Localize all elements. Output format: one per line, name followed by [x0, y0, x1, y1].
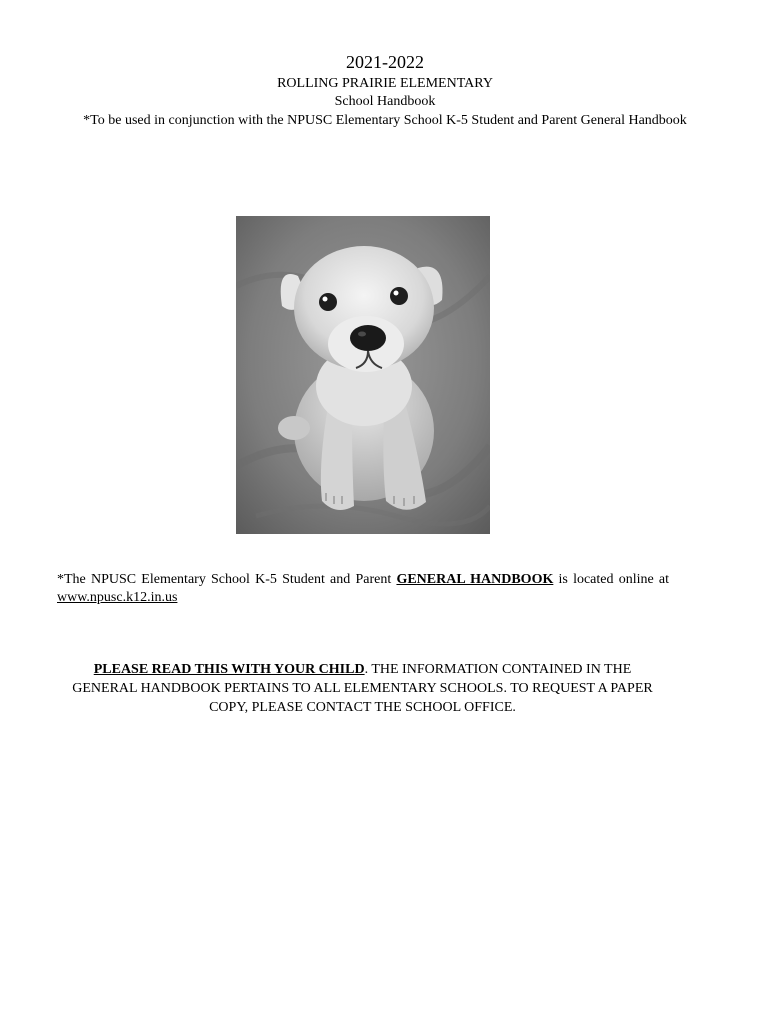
read-with-child-notice [60, 660, 665, 717]
puppy-photo [236, 216, 490, 534]
handbook-note-prefix: *The NPUSC Elementary School K-5 Student and Parent [57, 572, 397, 587]
document-title: School Handbook [334, 94, 436, 109]
handbook-note-middle: is located online at [553, 572, 669, 587]
read-with-child-emphasis: PLEASE READ THIS WITH YOUR CHILD [93, 662, 365, 677]
general-handbook-emphasis: GENERAL HANDBOOK [396, 572, 554, 587]
conjunction-note: *To be used in conjunction with the NPUSC Elementary School K-5 Student and Parent General Handbook [83, 113, 687, 128]
general-handbook-note [57, 571, 669, 607]
notice-body: . THE INFORMATION CONTAINED IN THE GENERAL HANDBOOK PERTAINS TO ALL ELEMENTARY SCHOOLS. TO REQUEST A PAPER COPY, PLEASE CONTACT THE SCHOOL OFFICE. [72, 662, 653, 715]
npusc-website-link[interactable]: www.npusc.k12.in.us [57, 590, 178, 605]
school-year: 2021-2022 [346, 52, 424, 72]
school-name: ROLLING PRAIRIE ELEMENTARY [277, 76, 493, 91]
